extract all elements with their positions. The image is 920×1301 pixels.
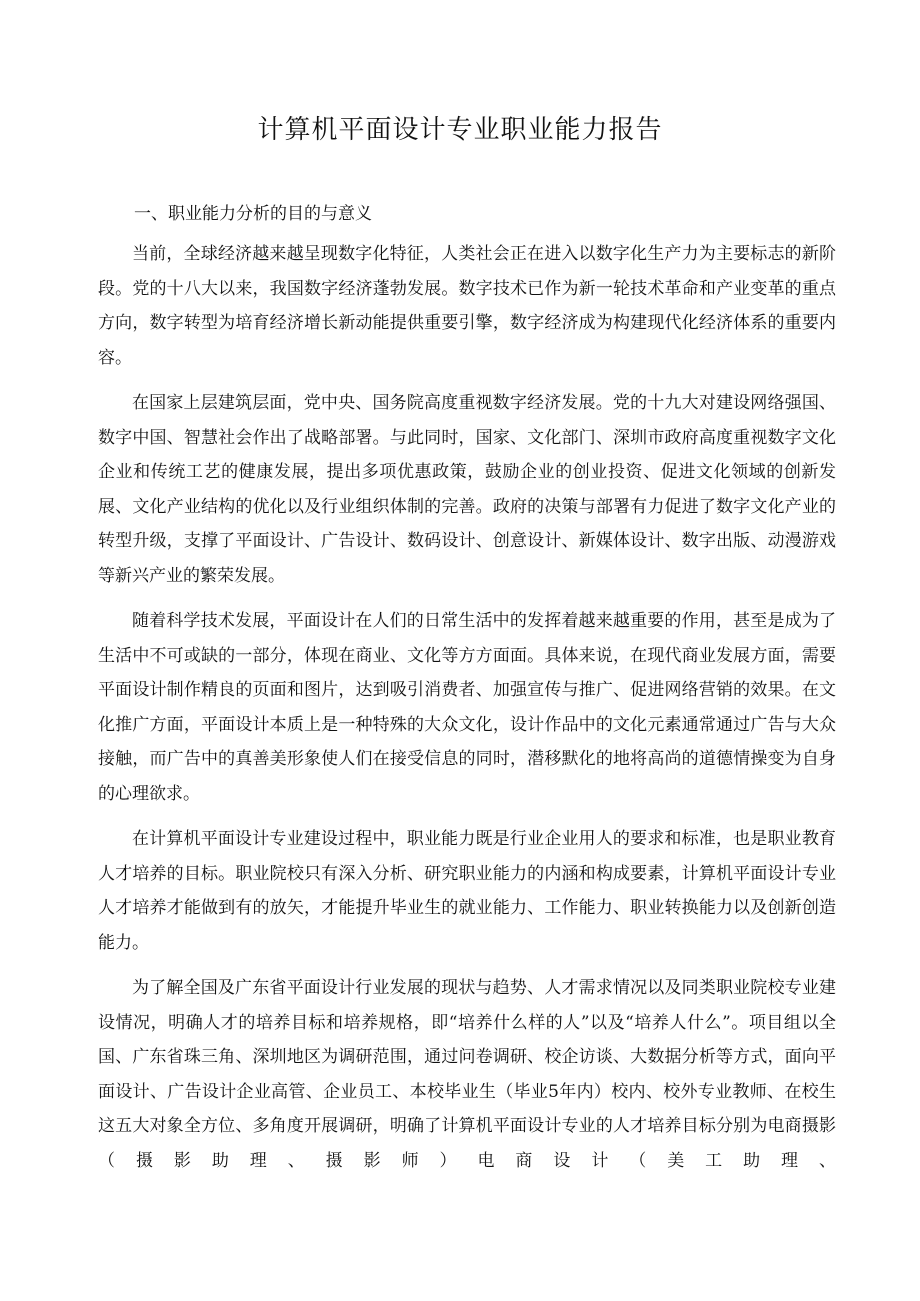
paragraph-5: 为了解全国及广东省平面设计行业发展的现状与趋势、人才需求情况以及同类职业院校专业建设情况，明确人才的培养目标和培养规格，即“培养什么样的人”以及“培养人什么”。项目组以全国、广东省珠三角、深圳地区为调研范围，通过问卷调研、校企访谈、大数据分析等方式，面向平面设计、广告设计企业高管、企业员工、本校毕业生（毕业5年内）校内、校外专业教师、在校生这五大对象全方位、多角度开展调研，明确了计算机平面设计专业的人才培养目标分别为电商摄影（摄影助理、摄影师）电商设计（美工助理、 bbox=[98, 978, 836, 1171]
paragraph-3: 随着科学技术发展，平面设计在人们的日常生活中的发挥着越来越重要的作用，甚至是成为了生活中不可或缺的一部分，体现在商业、文化等方方面面。具体来说，在现代商业发展方面，需要平面设计制作精良的页面和图片，达到吸引消费者、加强宣传与推广、促进网络营销的效果。在文化推广方面，平面设计本质上是一种特殊的大众文化，设计作品中的文化元素通常通过广告与大众接触，而广告中的真善美形象使人们在接受信息的同时，潜移默化的地将高尚的道德情操变为自身的心理欲求。 bbox=[98, 611, 836, 804]
document-body bbox=[98, 200, 836, 1189]
section-heading: 一、职业能力分析的目的与意义 bbox=[134, 204, 372, 224]
paragraph-4: 在计算机平面设计专业建设过程中，职业能力既是行业企业用人的要求和标准，也是职业教育人才培养的目标。职业院校只有深入分析、研究职业能力的内涵和构成要素，计算机平面设计专业人才培养才能做到有的放矢，才能提升毕业生的就业能力、工作能力、职业转换能力以及创新创造能力。 bbox=[98, 829, 836, 953]
document-title: 计算机平面设计专业职业能力报告 bbox=[257, 115, 663, 145]
paragraph-2: 在国家上层建筑层面，党中央、国务院高度重视数字经济发展。党的十九大对建设网络强国、数字中国、智慧社会作出了战略部署。与此同时，国家、文化部门、深圳市政府高度重视数字文化企业和传统工艺的健康发展，提出多项优惠政策，鼓励企业的创业投资、促进文化领域的创新发展、文化产业结构的优化以及行业组织体制的完善。政府的决策与部署有力促进了数字文化产业的转型升级，支撑了平面设计、广告设计、数码设计、创意设计、新媒体设计、数字出版、动漫游戏等新兴产业的繁荣发展。 bbox=[98, 393, 836, 586]
paragraph-1: 当前，全球经济越来越呈现数字化特征，人类社会正在进入以数字化生产力为主要标志的新阶段。党的十八大以来，我国数字经济蓬勃发展。数字技术已作为新一轮技术革命和产业变革的重点方向，数字转型为培育经济增长新动能提供重要引擎，数字经济成为构建现代化经济体系的重要内容。 bbox=[98, 244, 836, 368]
